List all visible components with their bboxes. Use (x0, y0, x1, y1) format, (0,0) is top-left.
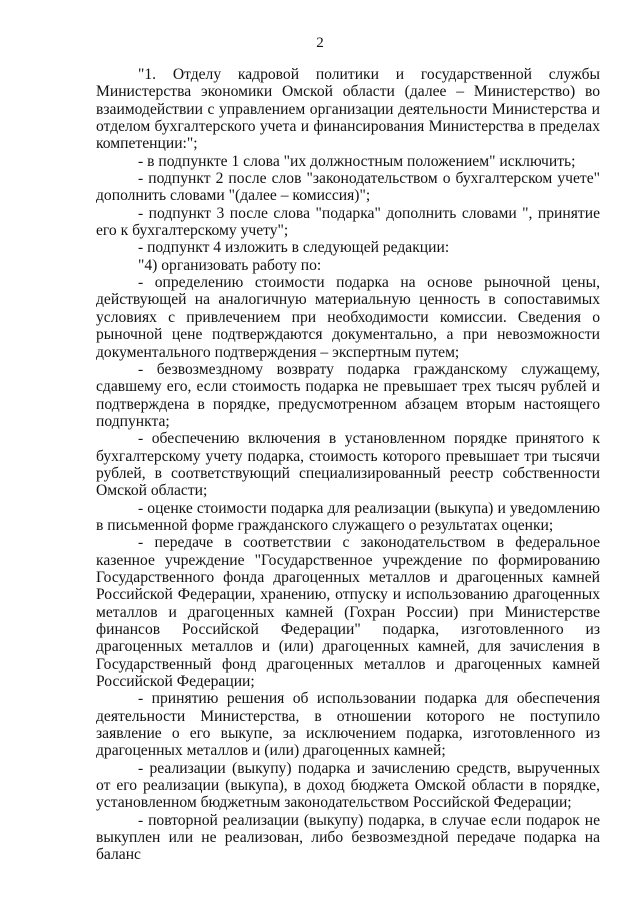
paragraph-section-1-intro: "1. Отделу кадровой политики и государственной службы Министерства экономики Омской области (далее – Министерство) во взаимодействии с управлением организации деятельности Министерства и отделом бухгалтерского учета и финансирования Министерства в пределах компетенции:"; (96, 66, 600, 153)
document-body (96, 66, 600, 864)
paragraph-subpoint-2-amendment: - подпункт 2 после слов "законодательством о бухгалтерском учете" дополнить словами "(далее – комиссия)"; (96, 170, 600, 205)
list-item-repeat-sale: - повторной реализации (выкупу) подарка, в случае если подарок не выкуплен или не реализован, либо безвозмездной передаче подарка на баланс (96, 811, 600, 864)
paragraph-subpoint-1-amendment: - в подпункте 1 слова "их должностным положением" исключить; (138, 152, 576, 170)
list-item-gift-return: - безвозмездному возврату подарка гражданскому служащему, сдавшему его, если стоимость подарка не превышает трех тысяч рублей и подтверждена в порядке, предусмотренном абзацем вторым настоящего подпункта; (96, 360, 600, 430)
paragraph-subpoint-4-heading: "4) организовать работу по: (138, 256, 322, 274)
list-item-property-registry: - обеспечению включения в установленном порядке принятого к бухгалтерскому учету подарка, стоимость которого превышает три тысячи рублей, в соответствующий специализированный реестр собственности Омской области; (96, 430, 600, 500)
paragraph-subpoint-4-amendment: - подпункт 4 изложить в следующей редакции: (138, 239, 450, 257)
page-number: 2 (316, 35, 324, 51)
list-item-sale-valuation: - оценке стоимости подарка для реализации (выкупа) и уведомлению в письменной форме гражданского служащего о результатах оценки; (96, 499, 600, 534)
list-item-gift-sale: - реализации (выкупу) подарка и зачислению средств, вырученных от его реализации (выкупа), в доход бюджета Омской области в порядке, установленном бюджетным законодательством Российской Федерации; (96, 759, 600, 812)
list-item-ministry-use: - принятию решения об использовании подарка для обеспечения деятельности Министерства, в отношении которого не поступило заявление о его выкупе, за исключением подарка, изготовленного из драгоценных металлов и (или) драгоценных камней; (96, 690, 600, 760)
list-item-gokhran-transfer: - передаче в соответствии с законодательством в федеральное казенное учреждение "Государственное учреждение по формированию Государственного фонда драгоценных металлов и драгоценных камней Российской Федерации, хранению, отпуску и использованию драгоценных металлов и драгоценных камней (Гохран России) при Министерстве финансов Российской Федерации" подарка, изготовленного из драгоценных металлов и (или) драгоценных камней, для зачисления в Государственный фонд драгоценных металлов и драгоценных камней Российской Федерации; (96, 534, 600, 691)
list-item-gift-valuation: - определению стоимости подарка на основе рыночной цены, действующей на аналогичную материальную ценность в сопоставимых условиях с привлечением при необходимости комиссии. Сведения о рыночной цене подтверждаются документально, а при невозможности документального подтверждения – экспертным путем; (96, 274, 600, 361)
paragraph-subpoint-3-amendment: - подпункт 3 после слова "подарка" дополнить словами ", принятие его к бухгалтерскому учету"; (96, 204, 600, 240)
